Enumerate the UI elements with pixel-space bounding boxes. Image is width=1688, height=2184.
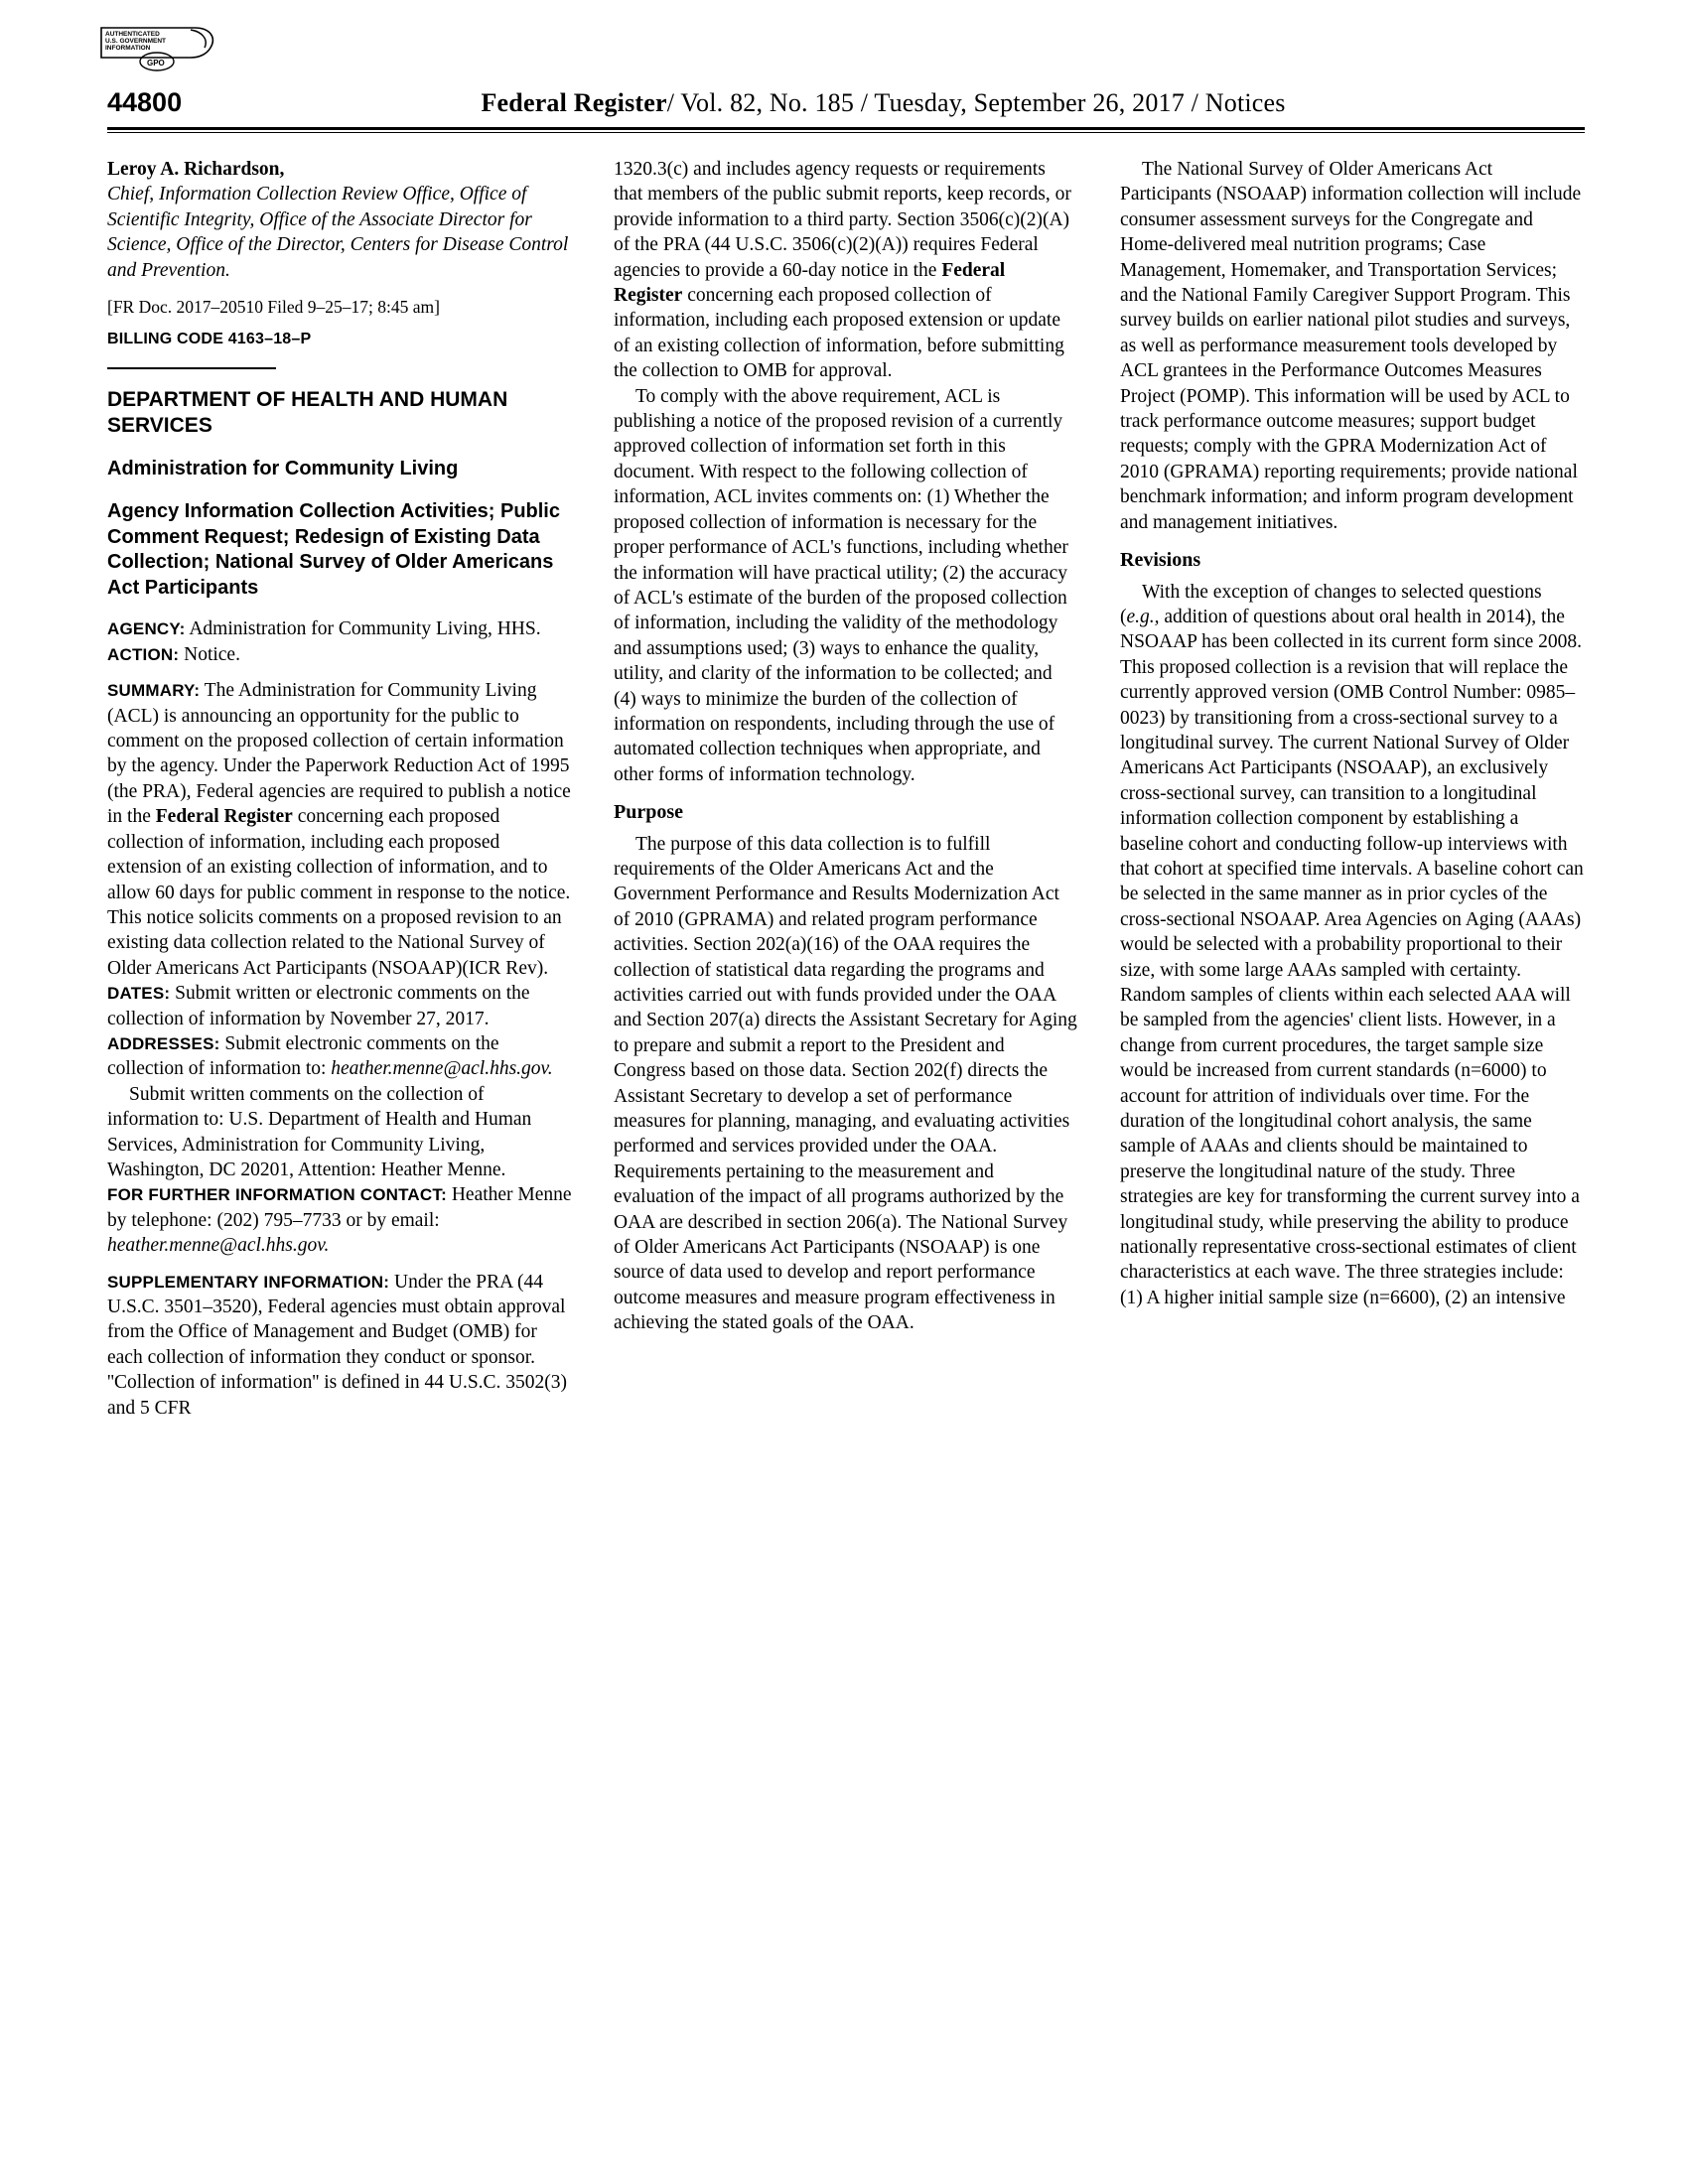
supplementary-value: Under the PRA (44 U.S.C. 3501–3520), Federal agencies must obtain approval from the Office of Management and Budget (OMB) for each collection of information they conduct or sponsor. ''Collection of information'' is defined in 44 U.S.C. 3502(3) and 5 CFR bbox=[107, 1271, 568, 1419]
supplementary-label: SUPPLEMENTARY INFORMATION: bbox=[107, 1272, 390, 1292]
gpo-authenticated-seal-icon bbox=[99, 22, 218, 79]
citation-text: / Vol. 82, No. 185 / Tuesday, September 26, 2017 / Notices bbox=[666, 88, 1286, 117]
agency-heading: Administration for Community Living bbox=[107, 458, 459, 480]
signer-title: Chief, Information Collection Review Office, Office of Scientific Integrity, Office of the Associate Director for Science, Office of the Director, Centers for Disease Control and Prevention. bbox=[107, 184, 569, 281]
header-citation bbox=[182, 88, 1585, 118]
page-header bbox=[107, 87, 1585, 118]
signer-name: Leroy A. Richardson, bbox=[107, 159, 285, 180]
publication-title: Federal Register bbox=[481, 88, 667, 117]
summary-fr-ref: Federal Register bbox=[155, 806, 293, 828]
addresses-email: heather.menne@acl.hhs.gov. bbox=[331, 1058, 553, 1080]
col2-paragraph-1 bbox=[614, 157, 1078, 384]
dates-value: Submit written or electronic comments on the collection of information by November 27, 2017. bbox=[107, 983, 530, 1029]
summary-label: SUMMARY: bbox=[107, 681, 201, 701]
agency-field bbox=[107, 616, 572, 641]
action-label: ACTION: bbox=[107, 644, 180, 664]
revisions-text-a: With the exception of changes to selected questions ( bbox=[1120, 581, 1542, 627]
dates-field bbox=[107, 981, 572, 1031]
revisions-eg: e.g., bbox=[1126, 606, 1160, 627]
section-divider bbox=[107, 367, 276, 369]
col2-para1-fr-ref: Federal Register bbox=[614, 259, 1006, 307]
col2-paragraph-2: To comply with the above requirement, ACL is publishing a notice of the proposed revision of a currently approved collection of information set forth in this document. With respect to the following collection of information, ACL invites comments on: (1) Whether the proposed collection of information is necessary for the proper performance of ACL's functions, including whether the information will have practical utility; (2) the accuracy of ACL's estimate of the burden of the proposed collection of information, including the validity of the methodology and assumptions used; (3) ways to enhance the quality, utility, and clarity of the information to be collected; and (4) ways to minimize the burden of the collection of information on respondents, including through the use of automated collection techniques when appropriate, and other forms of information technology. bbox=[614, 385, 1068, 785]
addresses-value: Submit electronic comments on the collection of information to: bbox=[107, 1032, 499, 1080]
revisions-text-b: addition of questions about oral health in 2014), the NSOAAP has been collected in its current form since 2008. This proposed collection is a revision that will replace the currently approved version (OMB Control Number: 0985–0023) by transitioning from a cross-sectional survey to a longitudinal survey. The current National Survey of Older Americans Act Participants (NSOAAP), an exclusively cross-sectional survey, can transition to a longitudinal information collection component by establishing a baseline cohort and conducting follow-up interviews with that cohort at specified time intervals. A baseline cohort can be selected in the same manner as in prior cycles of the cross-sectional NSOAAP. Area Agencies on Aging (AAAs) would be selected with a probability proportional to their size, with some large AAAs sampled with certainty. Random samples of clients within each selected AAA will be sampled from the agencies' client lists. However, in a change from current procedures, the target sample size would be increased from current standards (n=6000) to account for attrition of individuals over time. For the duration of the longitudinal cohort analysis, the same sample of AAAs and clients should be maintained to preserve the longitudinal nature of the study. Three strategies are key for transforming the current survey into a longitudinal study, while preserving the ability to produce nationally representative cross-sectional estimates of client characteristics at each wave. The three strategies include: (1) A higher initial sample size (n=6600), (2) an intensive bbox=[1120, 606, 1584, 1308]
action-field bbox=[107, 642, 572, 667]
agency-value: Administration for Community Living, HHS. bbox=[185, 618, 541, 640]
revisions-heading: Revisions bbox=[1120, 549, 1201, 572]
svg-text:AUTHENTICATED: AUTHENTICATED bbox=[105, 31, 160, 38]
header-rule-thin bbox=[107, 132, 1585, 133]
revisions-paragraph bbox=[1120, 580, 1585, 1311]
dates-label: DATES: bbox=[107, 984, 171, 1004]
agency-label: AGENCY: bbox=[107, 619, 186, 639]
contact-label: FOR FURTHER INFORMATION CONTACT: bbox=[107, 1185, 447, 1205]
col2-para1-a: 1320.3(c) and includes agency requests or requirements that members of the public submit reports, keep records, or provide information to a third party. Section 3506(c)(2)(A) of the PRA (44 U.S.C. 3506(c)(2)(A)) requires Federal agencies to provide a 60-day notice in the bbox=[614, 159, 1071, 281]
page-number: 44800 bbox=[107, 87, 183, 117]
supplementary-field bbox=[107, 1270, 572, 1421]
addresses-label: ADDRESSES: bbox=[107, 1033, 220, 1053]
contact-email: heather.menne@acl.hhs.gov. bbox=[107, 1235, 330, 1257]
svg-text:U.S. GOVERNMENT: U.S. GOVERNMENT bbox=[105, 38, 167, 45]
addresses-paragraph-2: Submit written comments on the collection of information to: U.S. Department of Health and Human Services, Administration for Community Living, Washington, DC 20201, Attention: Heather Menne. bbox=[107, 1083, 532, 1180]
contact-value: Heather Menne by telephone: (202) 795–7733 or by email: bbox=[107, 1184, 572, 1231]
department-heading: DEPARTMENT OF HEALTH AND HUMAN SERVICES bbox=[107, 388, 508, 438]
summary-text-1: The Administration for Community Living (ACL) is announcing an opportunity for the public to comment on the proposed collection of certain information by the agency. Under the Paperwork Reduction Act of 1995 (the PRA), Federal agencies are required to publish a notice in the bbox=[107, 680, 571, 828]
column-2 bbox=[614, 157, 1078, 2132]
body-columns bbox=[107, 157, 1585, 2132]
contact-field bbox=[107, 1182, 572, 1258]
document-title: Agency Information Collection Activities; Public Comment Request; Redesign of Existing Data Collection; National Survey of Older Americans Act Participants bbox=[107, 500, 560, 599]
column-1 bbox=[107, 157, 572, 2132]
fr-doc-number: [FR Doc. 2017–20510 Filed 9–25–17; 8:45 am] bbox=[107, 297, 440, 318]
addresses-field bbox=[107, 1031, 572, 1082]
col2-para1-b: concerning each proposed collection of information, including each proposed extension or update of an existing collection of information, before submitting the collection to OMB for approval. bbox=[614, 285, 1064, 382]
action-value: Notice. bbox=[179, 643, 240, 665]
purpose-paragraph: The purpose of this data collection is to fulfill requirements of the Older Americans Act and the Government Performance and Results Modernization Act of 2010 (GPRAMA) and related program performance activities. Section 202(a)(16) of the OAA requires the collection of statistical data regarding the programs and activities carried out with funds provided under the OAA and Section 207(a) directs the Assistant Secretary for Aging to prepare and submit a report to the President and Congress based on those data. Section 202(f) directs the Assistant Secretary to develop a set of performance measures for planning, managing, and evaluating activities performed and services provided under the OAA. Requirements pertaining to the measurement and evaluation of the impact of all programs authorized by the OAA are described in section 206(a). The National Survey of Older Americans Act Participants (NSOAAP) is one source of data used to develop and report performance outcome measures and measure program effectiveness in achieving the stated goals of the OAA. bbox=[614, 833, 1077, 1334]
col3-paragraph-1: The National Survey of Older Americans Act Participants (NSOAAP) information collection will include consumer assessment surveys for the Congregate and Home-delivered meal nutrition programs; Case Management, Homemaker, and Transportation Services; and the National Family Caregiver Support Program. This survey builds on earlier national pilot studies and surveys, as well as performance measurement tools developed by ACL grantees in the Performance Outcomes Measures Project (POMP). This information will be used by ACL to track performance outcome measures; support budget requests; comply with the GPRA Modernization Act of 2010 (GPRAMA) reporting requirements; provide national benchmark information; and inform program development and management initiatives. bbox=[1120, 159, 1582, 533]
svg-text:INFORMATION: INFORMATION bbox=[105, 45, 151, 52]
header-rule bbox=[107, 127, 1585, 130]
summary-field bbox=[107, 678, 572, 981]
summary-text-2: concerning each proposed collection of information, including each proposed extension of an existing collection of information, and to allow 60 days for public comment in response to the notice. This notice solicits comments on a proposed revision to an existing data collection related to the National Survey of Older Americans Act Participants (NSOAAP)(ICR Rev). bbox=[107, 806, 571, 979]
svg-text:GPO: GPO bbox=[147, 59, 165, 68]
column-3 bbox=[1120, 157, 1585, 2132]
purpose-heading: Purpose bbox=[614, 801, 683, 824]
billing-code: BILLING CODE 4163–18–P bbox=[107, 331, 312, 348]
